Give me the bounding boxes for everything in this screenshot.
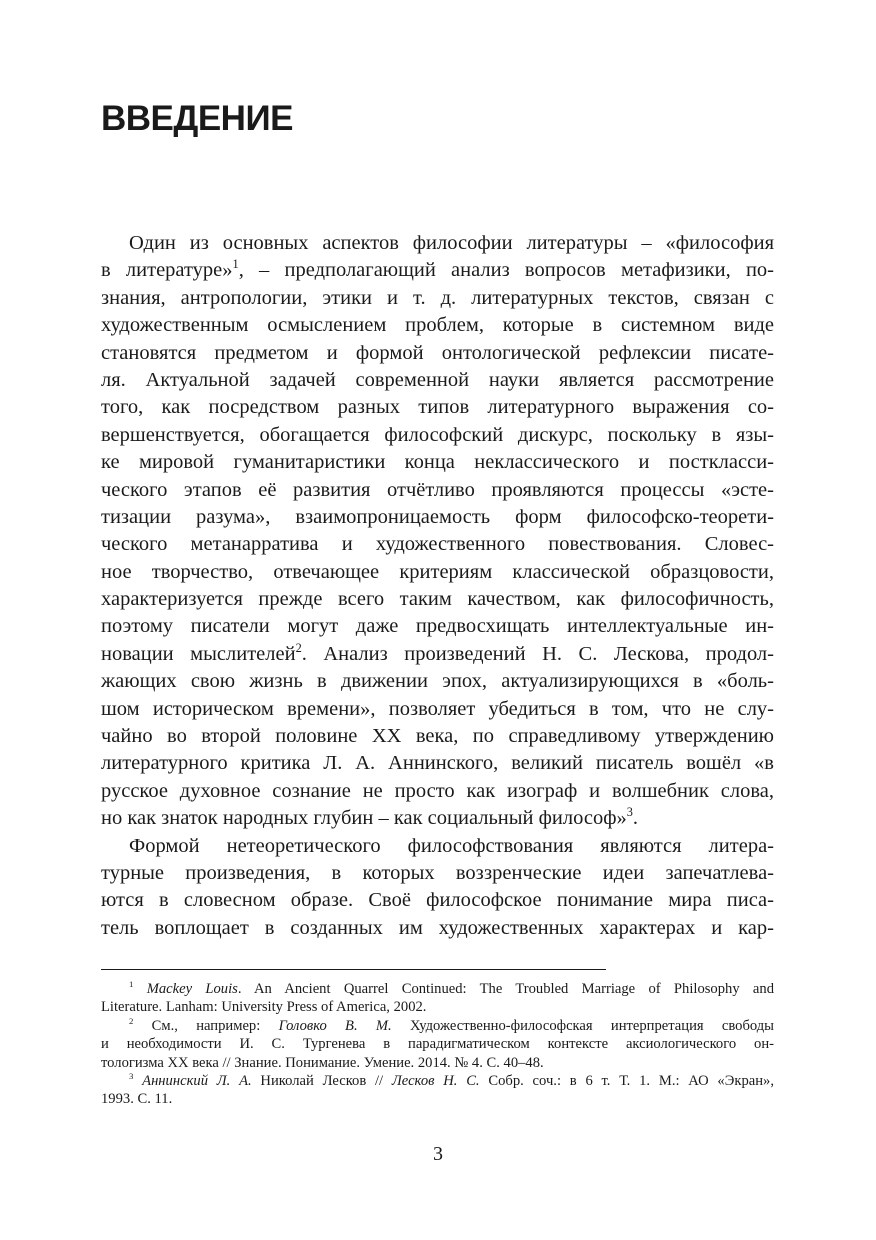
body-line: ля. Актуальной задачей современной науки является рассмотрение <box>101 368 774 391</box>
body-line: ются в словесном образе. Своё философское понимание мира писа- <box>101 889 774 912</box>
body-line: знания, антропологии, этики и т. д. литературных текстов, связан с <box>101 286 774 309</box>
body-line: шом историческом времени», позволяет убедиться в том, что не слу- <box>101 697 774 720</box>
footnote-line: и необходимости И. С. Тургенева в парадигматическом контексте аксиологического он- <box>101 1036 774 1053</box>
footnote-ref: 1 <box>232 257 239 272</box>
footnote-line: $^1$ Mackey Louis. An Ancient Quarrel Continued: The Troubled Marriage of Philosophy and <box>129 979 774 997</box>
footnote-number: 1 <box>129 979 134 990</box>
body-line: чайно во второй половине XX века, по справедливому утверждению <box>101 725 774 748</box>
body-line: тель воплощает в созданных им художественных характерах и кар- <box>101 916 774 939</box>
body-line: ное творчество, отвечающее критериям классической образцовости, <box>101 560 774 583</box>
body-line: ческого метанарратива и художественного повествования. Словес- <box>101 533 774 556</box>
footnote-ref: 2 <box>295 641 302 656</box>
footnote-ref: 3 <box>626 805 633 820</box>
page-number: 3 <box>433 1143 443 1165</box>
body-line: тизации разума», взаимопроницаемость форм философско-теорети- <box>101 505 774 528</box>
body-line: художественным осмыслением проблем, которые в системном виде <box>101 314 774 337</box>
body-line: русское духовное сознание не просто как изограф и волшебник слова, <box>101 779 774 802</box>
body-text <box>101 230 774 942</box>
body-line: поэтому писатели могут даже предвосхищать интеллектуальные ин- <box>101 615 774 638</box>
footnote-line: 1993. С. 11. <box>101 1091 173 1108</box>
body-line: характеризуется прежде всего таким качеством, как философичность, <box>101 588 774 611</box>
body-line: турные произведения, в которых воззренческие идеи запечатлева- <box>101 861 774 884</box>
body-line: в литературе»$^1$, – предполагающий анализ вопросов метафизики, по- <box>101 257 775 282</box>
body-line: новации мыслителей$^2$. Анализ произведений Н. С. Лескова, продол- <box>101 641 774 665</box>
body-line: жающих свою жизнь в движении эпох, актуализирующихся в «боль- <box>101 670 774 693</box>
body-line: вершенствуется, обогащается философский дискурс, поскольку в язы- <box>101 423 774 446</box>
footnote-line: Literature. Lanham: University Press of America, 2002. <box>101 999 427 1016</box>
body-line: литературного критика Л. А. Аннинского, великий писатель вошёл «в <box>101 752 774 775</box>
footnote-number: 2 <box>129 1015 134 1026</box>
body-line: того, как посредством разных типов литературного выражения со- <box>101 396 774 419</box>
chapter-heading: ВВЕДЕНИЕ <box>101 99 293 138</box>
footnote-line: $^3$ Аннинский Л. А. Николай Лесков // Лесков Н. С. Собр. соч.: в 6 т. Т. 1. М.: АО «Экран», <box>129 1071 774 1089</box>
footnote-divider <box>101 969 606 970</box>
body-line: становятся предметом и формой онтологической рефлексии писате- <box>101 341 774 364</box>
body-line: Формой нетеоретического философствования являются литера- <box>129 834 774 857</box>
body-line: Один из основных аспектов философии литературы – «философия <box>129 232 774 254</box>
footnote-number: 3 <box>129 1071 134 1082</box>
body-line: но как знаток народных глубин – как социальный философ»$^3$. <box>101 805 639 830</box>
footnote-line: тологизма XX века // Знание. Понимание. Умение. 2014. № 4. С. 40–48. <box>101 1054 544 1071</box>
footnotes <box>101 980 774 1109</box>
body-line: ке мировой гуманитаристики конца неклассического и посткласси- <box>101 451 774 474</box>
footnote-line: $^2$ См., например: Головко В. М. Художественно-философская интерпретация свободы <box>129 1015 774 1034</box>
body-line: ческого этапов её развития отчётливо проявляются процессы «эсте- <box>101 478 774 501</box>
